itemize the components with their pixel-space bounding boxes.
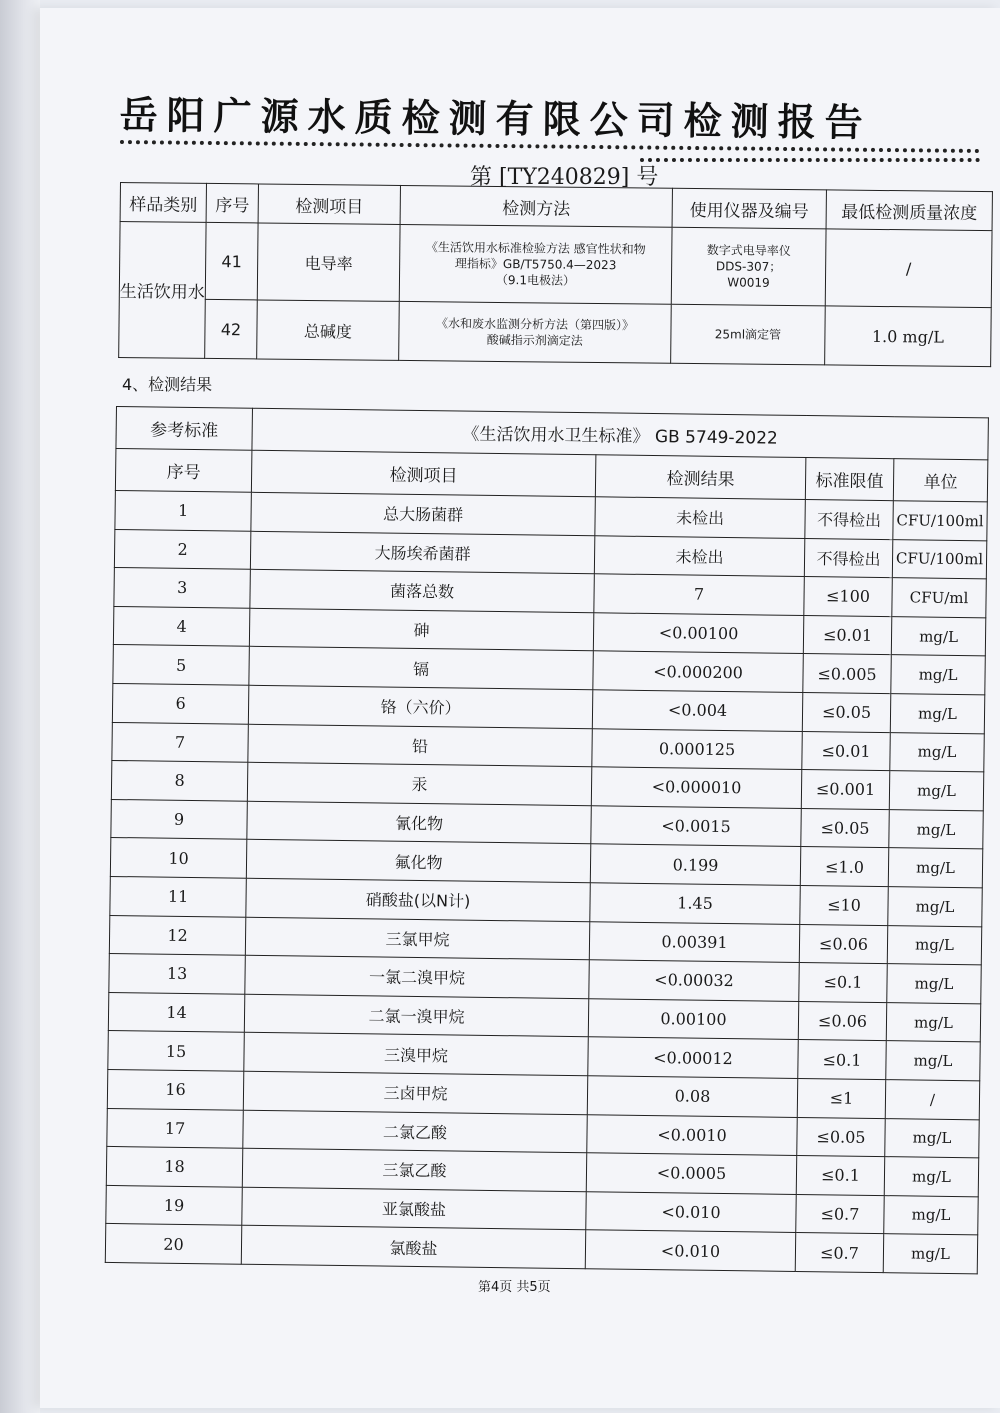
row-result: 7 bbox=[594, 574, 804, 615]
row-no: 19 bbox=[106, 1185, 242, 1225]
row-no: 3 bbox=[114, 568, 250, 608]
row-result: 0.199 bbox=[590, 844, 800, 885]
row-no: 10 bbox=[110, 838, 246, 878]
row-no: 15 bbox=[108, 1031, 244, 1071]
row-item: 亚氯酸盐 bbox=[242, 1187, 586, 1230]
row-unit: mg/L bbox=[890, 694, 984, 734]
row-result: 0.00391 bbox=[589, 921, 799, 962]
row-limit: ≤0.7 bbox=[795, 1233, 883, 1273]
row-no: 9 bbox=[111, 799, 247, 839]
report-number: 第 [TY240829] 号 bbox=[470, 165, 659, 190]
instrument-line: 25ml滴定管 bbox=[714, 327, 782, 342]
row-no: 11 bbox=[110, 876, 246, 916]
binding-edge bbox=[0, 0, 40, 1413]
row-no: 5 bbox=[113, 645, 249, 685]
methods-row bbox=[119, 298, 992, 366]
row-limit: 不得检出 bbox=[805, 500, 893, 540]
reference-value: 《生活饮用水卫生标准》 GB 5749-2022 bbox=[252, 408, 988, 460]
row-limit: ≤10 bbox=[800, 885, 888, 925]
results-table bbox=[105, 406, 989, 1274]
row-limit: 不得检出 bbox=[804, 538, 892, 578]
row-result: 1.45 bbox=[590, 883, 800, 924]
row-item: 三氯甲烷 bbox=[245, 917, 589, 960]
header-sample-type: 样品类别 bbox=[120, 183, 206, 223]
header-result: 检测结果 bbox=[595, 455, 806, 500]
row-no: 17 bbox=[107, 1108, 243, 1148]
title-dotted-rule-right bbox=[640, 158, 980, 162]
header-item: 检测项目 bbox=[251, 450, 596, 496]
row-limit: ≤0.01 bbox=[803, 615, 891, 655]
row-item: 一氯二溴甲烷 bbox=[245, 955, 589, 998]
row-unit: mg/L bbox=[890, 732, 984, 772]
row-unit: mg/L bbox=[889, 809, 983, 849]
report-title: 岳阳广源水质检测有限公司检测报告 bbox=[119, 92, 872, 145]
method-line: 理指标》GB/T5750.4—2023 bbox=[454, 256, 617, 273]
row-no: 4 bbox=[113, 606, 249, 646]
row-item: 电导率 bbox=[257, 223, 400, 301]
header-min-conc: 最低检测质量浓度 bbox=[826, 190, 992, 231]
results-body bbox=[105, 490, 987, 1273]
row-item: 总大肠菌群 bbox=[251, 492, 595, 535]
page-number: 第4页 共5页 bbox=[478, 1280, 551, 1295]
row-item: 三溴甲烷 bbox=[244, 1033, 588, 1076]
row-item: 氰化物 bbox=[247, 801, 591, 844]
row-result: <0.00100 bbox=[593, 613, 803, 654]
row-item: 砷 bbox=[249, 608, 593, 651]
row-unit: mg/L bbox=[888, 887, 982, 927]
row-result: <0.0005 bbox=[586, 1153, 796, 1194]
row-limit: ≤0.1 bbox=[796, 1156, 884, 1196]
row-unit: mg/L bbox=[886, 1041, 980, 1081]
row-item: 二氯乙酸 bbox=[243, 1110, 587, 1153]
row-no: 8 bbox=[111, 761, 247, 801]
row-limit: ≤0.001 bbox=[801, 770, 889, 810]
row-result: 未检出 bbox=[594, 535, 804, 576]
row-result: <0.004 bbox=[592, 690, 802, 731]
row-item: 氟化物 bbox=[246, 840, 590, 883]
row-unit: CFU/100ml bbox=[893, 501, 987, 541]
row-min-conc: 1.0 mg/L bbox=[825, 306, 992, 367]
methods-table bbox=[118, 182, 993, 367]
row-item: 氯酸盐 bbox=[241, 1225, 585, 1268]
row-result: 0.00100 bbox=[588, 998, 798, 1039]
header-method: 检测方法 bbox=[400, 185, 672, 227]
row-result: <0.000010 bbox=[591, 767, 801, 808]
row-no: 6 bbox=[112, 683, 248, 723]
header-limit: 标准限值 bbox=[805, 458, 894, 501]
reference-label: 参考标准 bbox=[116, 407, 253, 451]
row-limit: ≤0.7 bbox=[796, 1194, 884, 1234]
row-unit: mg/L bbox=[889, 771, 983, 811]
row-result: <0.00012 bbox=[588, 1037, 798, 1078]
row-no: 7 bbox=[112, 722, 248, 762]
header-item: 检测项目 bbox=[258, 184, 400, 224]
row-result: 未检出 bbox=[595, 497, 805, 538]
row-result: 0.08 bbox=[587, 1076, 797, 1117]
instrument-line: 数字式电导率仪 bbox=[706, 243, 791, 259]
row-limit: ≤0.1 bbox=[798, 1040, 886, 1080]
row-unit: mg/L bbox=[891, 655, 985, 695]
row-no: 14 bbox=[108, 992, 244, 1032]
row-item: 大肠埃希菌群 bbox=[250, 531, 594, 574]
row-unit: mg/L bbox=[884, 1157, 978, 1197]
row-no: 13 bbox=[109, 954, 245, 994]
row-min-conc: / bbox=[825, 229, 992, 308]
row-item: 铬（六价） bbox=[248, 685, 592, 728]
row-limit: ≤0.1 bbox=[799, 963, 887, 1003]
row-limit: ≤1 bbox=[797, 1078, 885, 1118]
row-limit: ≤0.06 bbox=[798, 1001, 886, 1041]
row-limit: ≤0.06 bbox=[799, 924, 887, 964]
row-no: 18 bbox=[106, 1147, 242, 1187]
row-unit: / bbox=[885, 1080, 979, 1120]
row-instrument bbox=[671, 304, 826, 365]
header-instrument: 使用仪器及编号 bbox=[672, 188, 826, 229]
row-limit: ≤0.005 bbox=[803, 654, 891, 694]
row-item: 硝酸盐(以N计) bbox=[246, 878, 590, 921]
row-unit: mg/L bbox=[884, 1195, 978, 1235]
method-line: （9.1电极法） bbox=[495, 272, 576, 288]
row-instrument bbox=[671, 227, 826, 306]
row-unit: CFU/ml bbox=[892, 578, 986, 618]
row-item: 铅 bbox=[248, 724, 592, 767]
row-result: <0.000200 bbox=[593, 651, 803, 692]
row-result: <0.0015 bbox=[591, 806, 801, 847]
instrument-line: W0019 bbox=[727, 275, 770, 290]
row-item: 三氯乙酸 bbox=[242, 1148, 586, 1191]
row-limit: ≤1.0 bbox=[800, 847, 888, 887]
row-item: 总碱度 bbox=[257, 300, 400, 360]
row-limit: ≤100 bbox=[804, 577, 892, 617]
row-method bbox=[399, 301, 672, 363]
method-line: 《生活饮用水标准检验方法 感官性状和物 bbox=[425, 240, 646, 257]
row-result: 0.000125 bbox=[592, 728, 802, 769]
row-limit: ≤0.05 bbox=[801, 808, 889, 848]
row-result: <0.010 bbox=[585, 1230, 795, 1271]
sample-type-cell: 生活饮用水 bbox=[119, 222, 206, 359]
header-unit: 单位 bbox=[893, 459, 988, 502]
row-unit: CFU/100ml bbox=[892, 539, 986, 579]
methods-row bbox=[119, 222, 992, 308]
method-line: 酸碱指示剂滴定法 bbox=[486, 332, 583, 348]
row-no: 42 bbox=[205, 299, 258, 359]
row-limit: ≤0.01 bbox=[802, 731, 890, 771]
row-unit: mg/L bbox=[885, 1118, 979, 1158]
row-unit: mg/L bbox=[887, 925, 981, 965]
row-no: 41 bbox=[205, 222, 258, 300]
row-method bbox=[399, 224, 672, 304]
row-unit: mg/L bbox=[886, 1002, 980, 1042]
row-item: 三卤甲烷 bbox=[243, 1071, 587, 1114]
row-no: 12 bbox=[109, 915, 245, 955]
row-no: 2 bbox=[114, 529, 250, 569]
row-item: 镉 bbox=[249, 647, 593, 690]
row-item: 汞 bbox=[247, 762, 591, 805]
row-no: 1 bbox=[115, 490, 251, 530]
results-heading: 4、检测结果 bbox=[122, 375, 213, 394]
row-result: <0.010 bbox=[586, 1191, 796, 1232]
row-limit: ≤0.05 bbox=[802, 692, 890, 732]
row-unit: mg/L bbox=[891, 616, 985, 656]
row-result: <0.0010 bbox=[587, 1114, 797, 1155]
row-no: 16 bbox=[107, 1069, 243, 1109]
row-unit: mg/L bbox=[883, 1234, 977, 1274]
header-no: 序号 bbox=[206, 183, 258, 223]
row-result: <0.00032 bbox=[589, 960, 799, 1001]
instrument-line: DDS-307； bbox=[715, 259, 782, 274]
row-limit: ≤0.05 bbox=[797, 1117, 885, 1157]
row-item: 菌落总数 bbox=[250, 569, 594, 612]
row-unit: mg/L bbox=[888, 848, 982, 888]
header-no: 序号 bbox=[115, 449, 252, 493]
method-line: 《水和废水监测分析方法（第四版）》 bbox=[435, 316, 635, 333]
row-unit: mg/L bbox=[887, 964, 981, 1004]
row-no: 20 bbox=[105, 1224, 241, 1264]
row-item: 二氯一溴甲烷 bbox=[244, 994, 588, 1037]
